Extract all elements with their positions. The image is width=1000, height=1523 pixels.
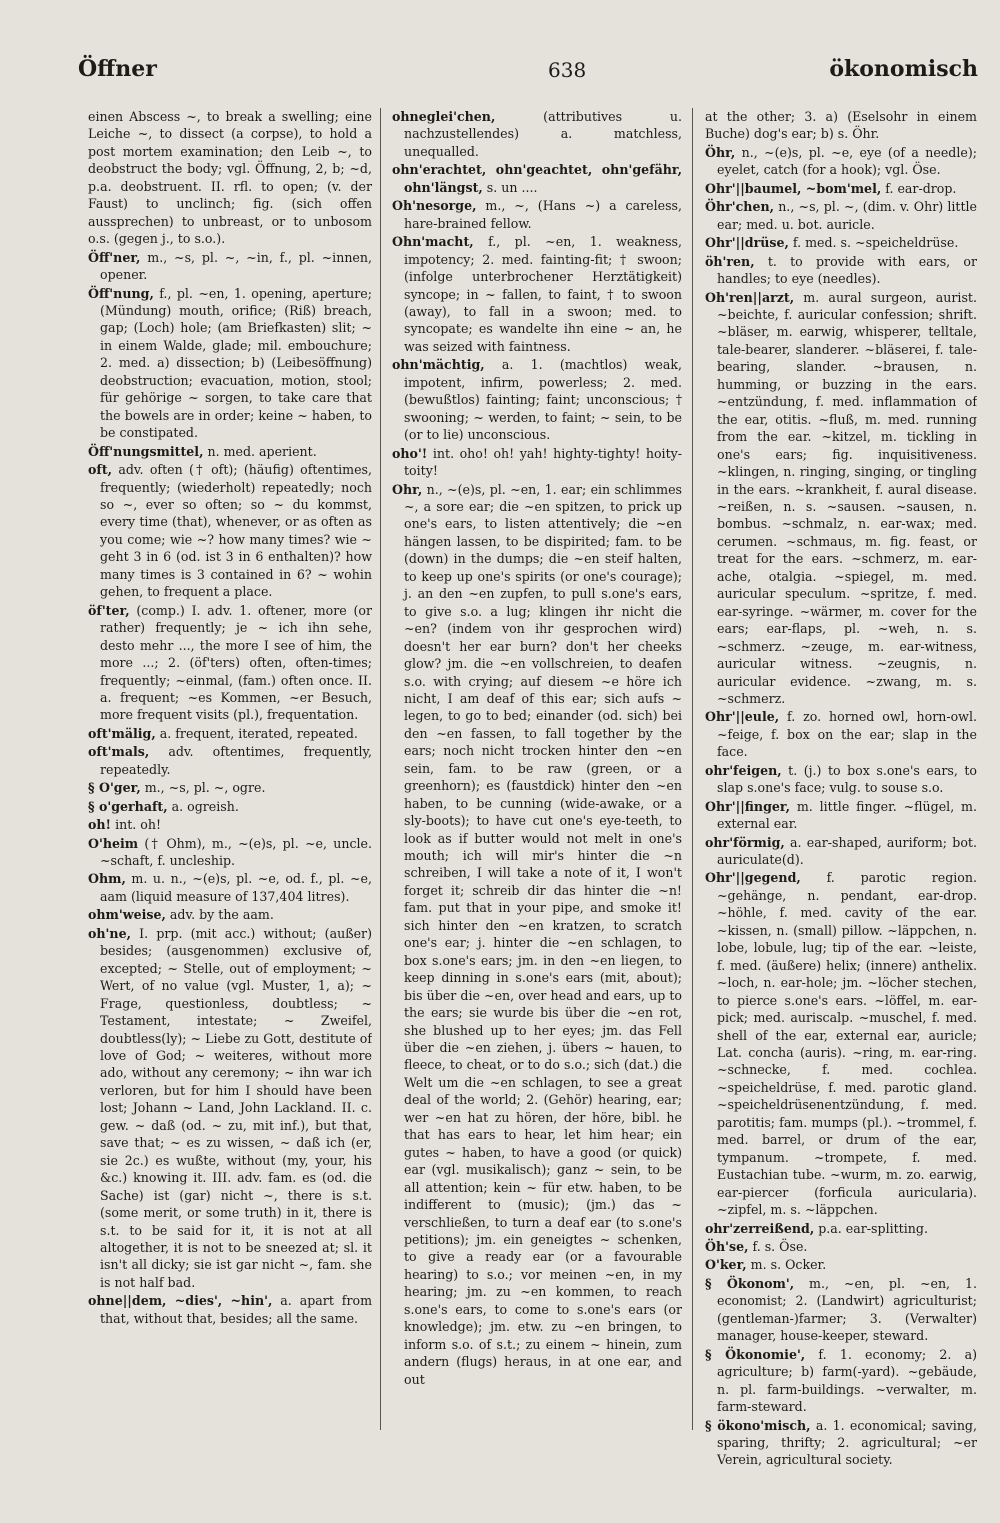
entry-headword: Öhr'chen, — [705, 199, 774, 215]
dictionary-entry — [705, 234, 977, 251]
dictionary-entry — [88, 725, 372, 742]
column-2 — [392, 108, 682, 1389]
entry-headword: Ohr'||eule, — [705, 709, 780, 725]
entry-headword: O'heim — [88, 835, 139, 851]
dictionary-entry — [392, 445, 682, 480]
entry-headword: oh'ne, — [88, 925, 131, 941]
entry-headword: ohr'zerreißend, — [705, 1220, 815, 1236]
dictionary-entry — [88, 779, 372, 796]
column-divider — [380, 108, 381, 1430]
entry-headword: ohneglei'chen, — [392, 109, 496, 124]
entry-definition: a. frequent, iterated, repeated. — [155, 725, 358, 741]
entry-definition: (attributives u. nachzustellendes) a. matchless, unequalled. — [404, 109, 682, 159]
entry-definition: f. zo. horned owl, horn-owl. ~feige, f. box on the ear; slap in the face. — [717, 709, 977, 760]
entry-definition: f. s. Öse. — [748, 1239, 808, 1254]
entry-headword: oft'mälig, — [88, 725, 156, 741]
entry-definition: n., ~(e)s, pl. ~en, 1. ear; ein schlimmes ~, a sore ear; die ~en spitzen, to prick up one's ears, to listen attentively; die ~en hängen lassen, to be dispirited; fam. to be (down) in the dumps; die ~en steif halten, to keep up one's spirits (or one's courage); j. an den ~en zupfen, to pull s.one's ears, to give s.o. a lug; klingen ihr nicht die ~en? (indem von ihr gesprochen wird) doesn't her ear burn? don't her cheeks glow? jm. die ~en vollschreien, to deafen s.o. with crying; auf diesem ~e höre ich nicht, I am deaf of this ear; sich aufs ~ legen, to go to bed; einander (od. sich) bei den ~en fassen, to fall together by the ears; noch nicht trocken hinter den ~en sein, fam. to be raw (green, or a greenhorn); es (faustdick) hinter den ~en haben, to be cunning (wide-awake, or a sly-boots); to have cut one's eye-teeth, to look as if butter would not melt in one's mouth; ich will mir's hinter die ~n schreiben, I will take a note of it, I won't forget it; schreib dir das hinter die ~n! fam. put that in your pipe, and smoke it! sich hinter den ~en kratzen, to scratch one's ear; j. hinter die ~en schlagen, to box s.one's ears; jm. in den ~en liegen, to keep dinning in s.one's ears (mit, about); bis über die ~en, over head and ears, up to the ears; sie wurde bis über die ~en rot, she blushed up to her eyes; jm. das Fell über die ~en ziehen, j. übers ~ hauen, to fleece, to cheat, or to do s.o.; sich (dat.) die Welt um die ~en schlagen, to see a great deal of the world; 2. (Gehör) hearing, ear; wer ~en hat zu hören, der höre, bibl. he that has ears to hear, let him hear; ein gutes ~ haben, to have a good (or quick) ear (vgl. musikalisch); ganz ~ sein, to be all attention; kein ~ für etw. haben, to be indifferent to (music); (jm.) das ~ verschließen, to turn a deaf ear (to s.one's petitions); jm. ein geneigtes ~ schenken, to give a ready ear (or a favourable hearing) to s.o.; vor meinen ~en, in my hearing; jm. zu ~en kommen, to reach s.one's ears, to come to s.one's ears (or knowledge); jm. etw. zu ~en bringen, to inform s.o. of s.t.; zu einem ~ hinein, zum andern (flugs) heraus, in at one ear, and out — [404, 481, 682, 1387]
dictionary-entry — [705, 798, 977, 833]
dictionary-entry — [88, 870, 372, 905]
entry-definition: n., ~s, pl. ~, (dim. v. Ohr) little ear; med. u. bot. auricle. — [717, 199, 977, 232]
dictionary-entry — [392, 108, 682, 160]
entry-definition: m., ~en, pl. ~en, 1. economist; 2. (Landwirt) agriculturist; (gentleman-)farmer; 3. (Verwalter) manager, house-keeper, steward. — [717, 1275, 977, 1344]
entry-headword: Öff'nungsmittel, — [88, 443, 204, 459]
entry-headword: § Ökonom', — [705, 1275, 795, 1291]
entry-definition: adv. oftentimes, frequently, repeatedly. — [100, 744, 372, 777]
dictionary-entry — [88, 1292, 372, 1327]
entry-definition: f., pl. ~en, 1. weakness, impotency; 2. med. fainting-fit; † swoon; (infolge unterbrochener Herztätigkeit) syncope; in ~ fallen, to faint, † to swoon (away), to fall in a swoon; med. to syncopate; es wandelte ihn eine ~ an, he was seized with faintness. — [404, 234, 682, 354]
entry-definition: einen Abscess ~, to break a swelling; eine Leiche ~, to dissect (a corpse), to hold a post mortem examination; den Leib ~, to deobstruct the body; vgl. Öffnung, 2, b; ~d, p.a. deobstruent. II. rfl. to open; (v. der Faust) to unclinch; fig. (sich offen aussprechen) to unbreast, or to unbosom o.s. (gegen j., to s.o.). — [88, 109, 372, 247]
entry-headword: oh! — [88, 817, 112, 833]
dictionary-entry — [88, 816, 372, 833]
dictionary-entry — [705, 289, 977, 708]
entry-definition: n., ~(e)s, pl. ~e, eye (of a needle); eyelet, catch (for a hook); vgl. Öse. — [717, 144, 977, 178]
entry-headword: § Ökonomie', — [705, 1346, 806, 1362]
dictionary-entry — [705, 144, 977, 179]
entry-headword: Oh'ren||arzt, — [705, 289, 795, 305]
entry-definition: adv. by the aam. — [165, 907, 274, 923]
dictionary-entry — [705, 1346, 977, 1416]
entry-definition: a. 1. economical; saving, sparing, thrifty; 2. agricultural; ~er Verein, agricultural society. — [717, 1417, 977, 1468]
column-1 — [88, 108, 372, 1328]
dictionary-entry — [88, 285, 372, 442]
entry-headword: ohm'weise, — [88, 907, 166, 923]
entry-definition: († Ohm), m., ~(e)s, pl. ~e, uncle. ~schaft, f. uncleship. — [100, 835, 372, 869]
entry-headword: Ohr'||drüse, — [705, 235, 789, 251]
page-number: 638 — [548, 58, 587, 82]
entry-headword: Ohr'||gegend, — [705, 870, 801, 886]
entry-definition: at the other; 3. a) (Eselsohr in einem Buche) dog's ear; b) s. Öhr. — [705, 109, 977, 142]
entry-headword: Öff'nung, — [88, 285, 154, 301]
entry-headword: Ohr'||finger, — [705, 798, 791, 814]
entry-definition: t. (j.) to box s.one's ears, to slap s.one's face; vulg. to souse s.o. — [717, 762, 977, 796]
entry-headword: Öff'ner, — [88, 249, 141, 265]
dictionary-entry — [88, 743, 372, 778]
entry-headword: oho'! — [392, 445, 428, 461]
dictionary-entry — [705, 1220, 977, 1237]
entry-definition: m. s. Ocker. — [746, 1257, 827, 1273]
entry-headword: § o'gerhaft, — [88, 798, 168, 814]
dictionary-entry — [705, 253, 977, 288]
entry-definition: int. oh! — [111, 817, 162, 833]
entry-definition: a. ear-shaped, auriform; bot. auriculate(d). — [717, 834, 977, 868]
entry-headword: Ohm, — [88, 871, 126, 887]
running-head-left: Öffner — [78, 56, 157, 82]
column-3 — [705, 108, 977, 1470]
entry-definition: f. med. s. ~speicheldrüse. — [788, 235, 959, 251]
dictionary-entry — [392, 161, 682, 196]
entry-definition: adv. often († oft); (häufig) oftentimes, frequently; (wiederholt) repeatedly; noch so ~, ever so often; so ~ du kommst, every time (that), whenever, or as often as you come; wie ~? how many times? wie ~ geht 3 in 6 (od. ist 3 in 6 enthalten)? how many times is 3 contained in 6? ~ wohin gehen, to frequent a place. — [100, 462, 372, 600]
entry-headword: ohn'mächtig, — [392, 357, 485, 373]
dictionary-entry — [392, 197, 682, 232]
page-header — [78, 56, 978, 96]
entry-headword: ohne||dem, ~dies', ~hin', — [88, 1293, 273, 1309]
entry-definition: int. oho! oh! yah! highty-tighty! hoity-toity! — [404, 445, 682, 479]
entry-headword: oft'mals, — [88, 744, 150, 760]
entry-definition: t. to provide with ears, or handles; to eye (needles). — [717, 253, 977, 287]
dictionary-entry — [705, 762, 977, 797]
dictionary-entry — [88, 798, 372, 815]
dictionary-entry — [88, 249, 372, 284]
entry-definition: m., ~s, pl. ~, ogre. — [140, 780, 266, 796]
dictionary-entry — [705, 1417, 977, 1469]
dictionary-entry — [705, 198, 977, 233]
column-divider — [692, 108, 693, 1430]
entry-headword: ohr'feigen, — [705, 762, 782, 778]
dictionary-entry — [88, 443, 372, 460]
dictionary-entry — [88, 461, 372, 601]
running-head-right: ökonomisch — [829, 56, 978, 82]
entry-definition: m., ~, (Hans ~) a careless, hare-brained fellow. — [404, 198, 682, 231]
entry-headword: Ohr'||baumel, ~bom'mel, — [705, 180, 882, 196]
entry-definition: m. little finger. ~flügel, m. external ear. — [717, 798, 977, 832]
entry-headword: Öhr, — [705, 144, 736, 160]
entry-headword: § ökono'misch, — [705, 1417, 811, 1433]
entry-definition: s. un .... — [482, 179, 538, 195]
dictionary-entry — [705, 108, 977, 143]
dictionary-entry — [392, 356, 682, 443]
entry-headword: Öh'se, — [705, 1239, 749, 1254]
entry-definition: f. parotic region. ~gehänge, n. pendant, ear-drop. ~höhle, f. med. cavity of the ear. ~kissen, n. (small) pillow. ~läppchen, n. lobe, lobule, lug; tip of the ear. ~leiste, f. med. (äußere) helix; (innere) anthelix. ~loch, n. ear-hole; jm. ~löcher stechen, to pierce s.one's ears. ~löffel, m. ear-pick; med. auriscalp. ~muschel, f. med. shell of the ear, external ear, auricle; Lat. concha (auris). ~ring, m. ear-ring. ~schnecke, f. med. cochlea. ~speicheldrüse, f. med. parotic gland. ~speicheldrüsenentzündung, f. med. parotitis; fam. mumps (pl.). ~trommel, f. med. barrel, or drum of the ear, tympanum. ~trompete, f. med. Eustachian tube. ~wurm, m. zo. earwig, ear-piercer (forficula auricularia). ~zipfel, m. s. ~läppchen. — [717, 870, 977, 1218]
entry-definition: m. aural surgeon, aurist. ~beichte, f. auricular confession; shrift. ~bläser, m. earwig, whisperer, telltale, tale-bearer, slanderer. ~bläserei, f. tale-bearing, slander. ~brausen, n. humming, or buzzing in the ears. ~entzündung, f. med. inflammation of the ear, otitis. ~fluß, m. med. running from the ear. ~kitzel, m. tickling in one's ears; fig. inquisitiveness. ~klingen, n. ringing, singing, or tingling in the ears. ~krankheit, f. aural disease. ~reißen, n. s. ~sausen. ~sausen, n. bombus. ~schmalz, n. ear-wax; med. cerumen. ~schmaus, m. fig. feast, or treat for the ears. ~schmerz, m. ear-ache, otalgia. ~spiegel, m. med. auricular speculum. ~spritze, f. med. ear-syringe. ~wärmer, m. cover for the ears; ear-flaps, pl. ~weh, n. s. ~schmerz. ~zeuge, m. ear-witness, auricular witness. ~zeugnis, n. auricular evidence. ~zwang, m. s. ~schmerz. — [717, 289, 977, 706]
entry-headword: O'ker, — [705, 1257, 747, 1273]
dictionary-entry — [705, 1256, 977, 1273]
entry-headword: Ohr, — [392, 481, 423, 497]
dictionary-entry — [705, 180, 977, 197]
entry-definition: n. med. aperient. — [203, 443, 317, 459]
entry-definition: m., ~s, pl. ~, ~in, f., pl. ~innen, opener. — [100, 249, 372, 283]
dictionary-entry — [88, 835, 372, 870]
dictionary-entry — [705, 1275, 977, 1345]
dictionary-entry — [88, 925, 372, 1292]
dictionary-entry — [705, 1238, 977, 1255]
entry-headword: Oh'nesorge, — [392, 198, 477, 214]
dictionary-entry — [88, 602, 372, 724]
entry-headword: öf'ter, — [88, 602, 130, 618]
entry-headword: Ohn'macht, — [392, 234, 474, 250]
entry-definition: m. u. n., ~(e)s, pl. ~e, od. f., pl. ~e, aam (liquid measure of 137,404 litres). — [100, 871, 372, 904]
entry-headword: ohn'erachtet, ohn'geachtet, ohn'gefähr, ohn'längst, — [392, 162, 682, 195]
entry-definition: a. 1. (machtlos) weak, impotent, infirm, powerless; 2. med. (bewußtlos) fainting; faint; unconscious; † swooning; ~ werden, to faint; ~ sein, to be (or to lie) unconscious. — [404, 357, 682, 443]
dictionary-entry — [705, 708, 977, 760]
entry-headword: ohr'förmig, — [705, 834, 785, 850]
entry-definition: f., pl. ~en, 1. opening, aperture; (Mündung) mouth, orifice; (Riß) breach, gap; (Loch) hole; (am Briefkasten) slit; ~ in einem Walde, glade; mil. embouchure; 2. med. a) dissection; b) (Leibesöffnung) deobstruction; evacuation, motion, stool; für gehörige ~ sorgen, to take care that the bowels are in order; keine ~ haben, to be constipated. — [100, 285, 372, 441]
dictionary-entry — [705, 834, 977, 869]
entry-definition: f. 1. economy; 2. a) agriculture; b) farm(-yard). ~gebäude, n. pl. farm-buildings. ~verwalter, m. farm-steward. — [717, 1346, 977, 1415]
entry-definition: I. prp. (mit acc.) without; (außer) besides; (ausgenommen) exclusive of, excepted; ~ Stelle, out of employment; ~ Wert, of no value (vgl. Muster, 1, a); ~ Frage, questionless, doubtless; ~ Testament, intestate; ~ Zweifel, doubtless(ly); ~ Liebe zu Gott, destitute of love of God; ~ weiteres, without more ado, without any ceremony; ~ ihn war ich verloren, but for him I should have been lost; Johann ~ Land, John Lackland. II. c. gew. ~ daß (od. ~ zu, mit inf.), but that, save that; ~ es zu wissen, ~ daß ich (er, sie 2c.) es wußte, without (my, your, his &c.) knowing it. III. adv. fam. es (od. die Sache) ist (gar) nicht ~, there is s.t. (some merit, or some truth) in it, there is s.t. to be said for it, it is not at all altogether, it is not to be sneezed at; sl. it isn't all dicky; sie ist gar nicht ~, fam. she is not half bad. — [100, 925, 372, 1290]
entry-headword: oft, — [88, 462, 113, 478]
dictionary-entry — [392, 233, 682, 355]
entry-headword: § O'ger, — [88, 780, 141, 796]
entry-definition: a. ogreish. — [167, 798, 239, 814]
dictionary-entry — [392, 481, 682, 1389]
entry-definition: (comp.) I. adv. 1. oftener, more (or rather) frequently; je ~ ich ihn sehe, desto mehr ..., the more I see of him, the more ...; 2. (öf'ters) often, often-times; frequently; ~einmal, (fam.) often once. II. a. frequent; ~es Kommen, ~er Besuch, more frequent visits (pl.), frequentation. — [100, 602, 372, 723]
entry-definition: a. apart from that, without that, besides; all the same. — [100, 1293, 372, 1326]
entry-headword: öh'ren, — [705, 253, 755, 269]
dictionary-entry — [88, 108, 372, 248]
entry-definition: f. ear-drop. — [881, 180, 957, 196]
entry-definition: p.a. ear-splitting. — [814, 1220, 928, 1236]
dictionary-entry — [88, 906, 372, 923]
dictionary-entry — [705, 869, 977, 1218]
